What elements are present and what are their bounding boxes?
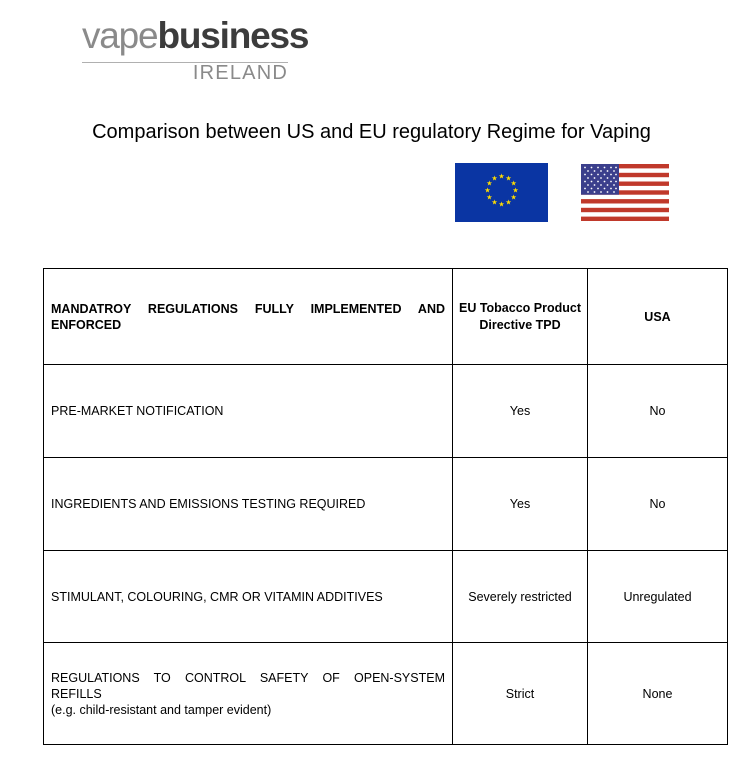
svg-text:★: ★ <box>491 198 498 207</box>
row-label: PRE-MARKET NOTIFICATION <box>44 365 453 458</box>
svg-text:★: ★ <box>491 174 498 183</box>
logo <box>82 10 309 84</box>
table-row <box>44 643 728 745</box>
eu-flag-svg <box>455 163 548 222</box>
header-regulations-text: MANDATROY REGULATIONS FULLY IMPLEMENTED AND ENFORCED <box>51 301 445 332</box>
row-label: INGREDIENTS AND EMISSIONS TESTING REQUIRED <box>44 458 453 551</box>
logo-wordmark <box>82 16 308 56</box>
row-label <box>44 643 453 745</box>
logo-ireland: IRELAND <box>192 62 288 84</box>
header-regulations <box>44 269 453 365</box>
table-row <box>44 551 728 643</box>
row-label-note: (e.g. child-resistant and tamper evident) <box>51 702 272 717</box>
row-usa-value: No <box>588 458 728 551</box>
table-row <box>44 458 728 551</box>
table-header-row <box>44 269 728 365</box>
row-usa-value: No <box>588 365 728 458</box>
row-label-main: REGULATIONS TO CONTROL SAFETY OF OPEN-SYSTEM REFILLS <box>51 670 445 701</box>
row-eu-value: Yes <box>453 458 588 551</box>
row-eu-value: Yes <box>453 365 588 458</box>
svg-text:★: ★ <box>498 200 505 209</box>
row-eu-value: Strict <box>453 643 588 745</box>
svg-text:★: ★ <box>486 179 493 188</box>
page-title: Comparison between US and EU regulatory Regime for Vaping <box>92 121 651 143</box>
svg-text:★: ★ <box>498 172 505 181</box>
row-label: STIMULANT, COLOURING, CMR OR VITAMIN ADDITIVES <box>44 551 453 643</box>
svg-text:★: ★ <box>505 174 512 183</box>
eu-flag-icon <box>455 163 548 222</box>
logo-vape: vape <box>82 15 158 56</box>
row-usa-value: Unregulated <box>588 551 728 643</box>
svg-text:★: ★ <box>484 186 491 195</box>
us-flag-icon <box>581 164 669 221</box>
logo-business: business <box>157 15 309 56</box>
svg-text:★: ★ <box>512 186 519 195</box>
us-flag-svg <box>581 164 669 221</box>
svg-text:★: ★ <box>505 198 512 207</box>
row-usa-value: None <box>588 643 728 745</box>
header-eu: EU Tobacco Product Directive TPD <box>453 269 588 365</box>
svg-text:★: ★ <box>510 179 517 188</box>
header-usa: USA <box>588 269 728 365</box>
row-eu-value: Severely restricted <box>453 551 588 643</box>
svg-text:★: ★ <box>486 193 493 202</box>
svg-text:★: ★ <box>510 193 517 202</box>
comparison-table <box>43 268 728 745</box>
table-row <box>44 365 728 458</box>
